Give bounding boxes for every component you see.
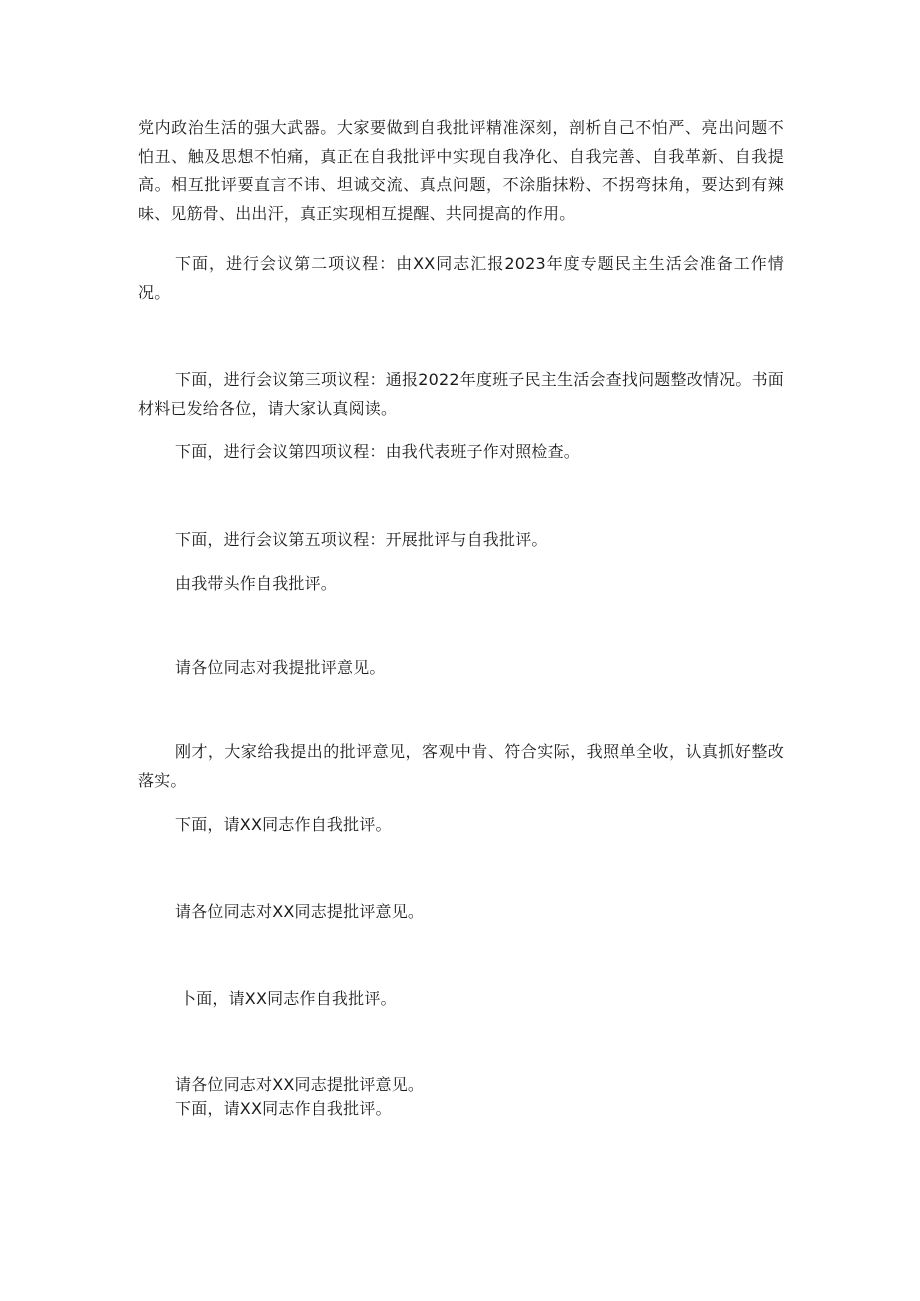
paragraph-accept-criticism: 刚才，大家给我提出的批评意见，客观中肯、符合实际，我照单全收，认真抓好整改落实。 [138, 742, 784, 790]
paragraph-self-criticism-guidance: 党内政治生活的强大武器。大家要做到自我批评精准深刻，剖析自己不怕严、亮出问题不怕丑、触及思想不怕痛，真正在自我批评中实现自我净化、自我完善、自我革新、自我提高。相互批评要直言不讳、坦诚交流、真点问题，不涂脂抹粉、不拐弯抹角，要达到有辣味、见筋骨、出出汗，真正实现相互提醒、共同提高的作用。 [138, 118, 784, 223]
paragraph-xx-self-criticism-2: 卜面，请XX同志作自我批评。 [180, 989, 397, 1008]
paragraph-request-criticism-of-me: 请各位同志对我提批评意见。 [175, 658, 386, 677]
paragraph-lead-self-criticism: 由我带头作自我批评。 [175, 574, 338, 593]
paragraph-request-criticism-xx-1: 请各位同志对XX同志提批评意见。 [175, 902, 425, 921]
paragraph-agenda-item-5: 下面，进行会议第五项议程：开展批评与自我批评。 [175, 530, 548, 549]
paragraph-xx-self-criticism-3: 下面，请XX同志作自我批评。 [175, 1099, 392, 1118]
paragraph-agenda-item-3: 下面，进行会议第三项议程：通报2022年度班子民主生活会查找问题整改情况。书面材料已发给各位，请大家认真阅读。 [138, 370, 784, 418]
paragraph-agenda-item-2: 下面，进行会议第二项议程：由XX同志汇报2023年度专题民主生活会准备工作情况。 [138, 254, 784, 302]
paragraph-request-criticism-xx-2: 请各位同志对XX同志提批评意见。 [175, 1075, 425, 1094]
paragraph-xx-self-criticism-1: 下面，请XX同志作自我批评。 [175, 815, 392, 834]
paragraph-agenda-item-4: 下面，进行会议第四项议程：由我代表班子作对照检查。 [175, 442, 581, 461]
